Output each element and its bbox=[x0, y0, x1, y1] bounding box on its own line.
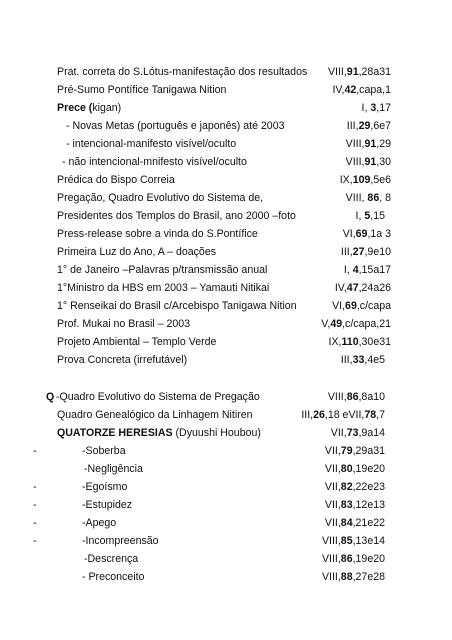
index-entry bbox=[0, 85, 452, 100]
entry-reference bbox=[346, 157, 391, 168]
index-entry bbox=[0, 193, 452, 208]
list-dash: - bbox=[33, 535, 37, 547]
ref-issue: 88 bbox=[340, 571, 353, 583]
entry-title: 1° Renseikai do Brasil c/Arcebispo Tanigawa Nition bbox=[57, 300, 297, 312]
ref-pages: ,12e13 bbox=[352, 499, 385, 511]
entry-title: Projeto Ambiental – Templo Verde bbox=[57, 336, 217, 348]
ref-issue: 47 bbox=[346, 282, 359, 294]
ref-pages: ,9a14 bbox=[358, 427, 385, 439]
index-entry bbox=[0, 211, 452, 226]
entry-reference bbox=[325, 464, 385, 475]
ref-volume: VII, bbox=[324, 463, 341, 475]
entry-reference bbox=[344, 265, 391, 276]
ref-volume: VIII, bbox=[327, 391, 347, 403]
ref-pages: ,19e20 bbox=[352, 553, 385, 565]
ref-issue: 86 bbox=[340, 553, 353, 565]
entry-reference bbox=[331, 428, 385, 439]
ref-pages: ,c/capa,21 bbox=[342, 318, 391, 330]
index-entry bbox=[0, 392, 452, 407]
ref-issue: 78 bbox=[364, 409, 377, 421]
ref-volume: VII, bbox=[324, 499, 341, 511]
entry-reference bbox=[343, 229, 391, 240]
ref-issue: 80 bbox=[340, 463, 353, 475]
entry-reference bbox=[346, 193, 391, 204]
ref-volume: VIII, bbox=[327, 66, 347, 78]
index-entry bbox=[0, 446, 452, 461]
entry-title: Pregação, Quadro Evolutivo do Sistema de, bbox=[57, 192, 264, 204]
entry-title: Presidentes dos Templos do Brasil, ano 2000 –foto bbox=[57, 210, 296, 222]
entry-title: -Incompreensão bbox=[82, 535, 159, 547]
ref-pages: ,18 eVII, bbox=[324, 409, 365, 421]
entry-reference bbox=[322, 554, 385, 565]
ref-volume: VIII, bbox=[321, 571, 341, 583]
ref-pages: ,15 bbox=[370, 210, 385, 222]
index-entry bbox=[0, 464, 452, 479]
ref-issue: 4 bbox=[352, 264, 359, 276]
ref-pages: ,22e23 bbox=[352, 481, 385, 493]
entry-reference bbox=[328, 67, 391, 78]
ref-volume: I, bbox=[355, 210, 365, 222]
entry-reference bbox=[356, 211, 385, 222]
ref-pages: ,29 bbox=[376, 138, 391, 150]
index-entry bbox=[0, 121, 452, 136]
ref-issue: 91 bbox=[364, 138, 377, 150]
ref-pages: ,30e31 bbox=[358, 336, 391, 348]
entry-title: - Preconceito bbox=[82, 571, 145, 583]
entry-reference bbox=[341, 355, 385, 366]
index-entry bbox=[0, 139, 452, 154]
ref-volume: VII, bbox=[330, 427, 347, 439]
ref-issue: 86 bbox=[367, 192, 380, 204]
index-entry bbox=[0, 175, 452, 190]
entry-reference bbox=[340, 175, 391, 186]
entry-title: -Apego bbox=[82, 517, 117, 529]
ref-pages: ,17 bbox=[376, 102, 391, 114]
entry-title: -Soberba bbox=[82, 445, 126, 457]
entry-title-bold: QUATORZE HERESIAS bbox=[57, 427, 173, 439]
entry-title: 1° de Janeiro –Palavras p/transmissão anual bbox=[57, 264, 268, 276]
list-dash: - bbox=[33, 445, 37, 457]
ref-volume: VII, bbox=[324, 517, 341, 529]
ref-volume: III, bbox=[340, 354, 353, 366]
index-entry bbox=[0, 355, 452, 370]
ref-volume: IX, bbox=[328, 336, 342, 348]
ref-pages: ,9e10 bbox=[364, 246, 391, 258]
entry-title: Prédica do Bispo Correia bbox=[57, 174, 175, 186]
index-entry bbox=[0, 265, 452, 280]
ref-issue: 91 bbox=[364, 156, 377, 168]
entry-reference bbox=[328, 392, 385, 403]
ref-volume: I, bbox=[343, 264, 353, 276]
ref-issue: 85 bbox=[340, 535, 353, 547]
ref-issue: 69 bbox=[345, 300, 357, 312]
ref-volume: IV, bbox=[334, 282, 347, 294]
entry-reference bbox=[329, 337, 391, 348]
entry-title: -Quadro Evolutivo do Sistema de Pregação bbox=[56, 391, 260, 403]
ref-pages: ,27e28 bbox=[352, 571, 385, 583]
ref-pages: ,29a31 bbox=[352, 445, 385, 457]
ref-pages: ,24a26 bbox=[358, 282, 391, 294]
entry-title: - Novas Metas (português e japonês) até 2003 bbox=[66, 120, 285, 132]
index-entry bbox=[0, 67, 452, 82]
entry-title: -Descrença bbox=[84, 553, 139, 565]
ref-pages: ,30 bbox=[376, 156, 391, 168]
index-entry bbox=[0, 337, 452, 352]
entry-reference bbox=[322, 572, 385, 583]
index-entry bbox=[0, 229, 452, 244]
ref-issue: 3 bbox=[370, 102, 377, 114]
entry-title bbox=[57, 103, 121, 114]
index-entry bbox=[0, 301, 452, 316]
entry-reference bbox=[325, 500, 385, 511]
ref-issue: 42 bbox=[344, 84, 357, 96]
ref-issue: 5 bbox=[364, 210, 371, 222]
ref-issue: 33 bbox=[352, 354, 365, 366]
index-entry bbox=[0, 103, 452, 118]
ref-volume: III, bbox=[301, 409, 314, 421]
ref-volume: VIII, bbox=[345, 156, 365, 168]
ref-issue: 82 bbox=[340, 481, 353, 493]
index-entry bbox=[0, 500, 452, 515]
ref-issue: 86 bbox=[346, 391, 359, 403]
ref-pages: ,13e14 bbox=[352, 535, 385, 547]
ref-volume: I, bbox=[361, 102, 371, 114]
ref-issue: 110 bbox=[341, 336, 359, 348]
ref-volume: III, bbox=[346, 120, 359, 132]
list-dash: - bbox=[33, 499, 37, 511]
list-dash: - bbox=[33, 517, 37, 529]
index-entry bbox=[0, 482, 452, 497]
entry-title-rest: (Dyuushi Houbou) bbox=[172, 427, 261, 439]
ref-volume: VI, bbox=[332, 300, 346, 312]
list-dash: - bbox=[33, 481, 37, 493]
entry-title: Prova Concreta (irrefutável) bbox=[57, 354, 188, 366]
ref-volume: VIII, bbox=[321, 535, 341, 547]
index-entry bbox=[0, 572, 452, 587]
ref-pages: ,capa,1 bbox=[356, 84, 391, 96]
entry-title: -Egoísmo bbox=[82, 481, 128, 493]
ref-pages: ,c/capa bbox=[356, 300, 391, 312]
entry-reference bbox=[325, 518, 385, 529]
index-entry bbox=[0, 283, 452, 298]
entry-reference bbox=[325, 446, 385, 457]
entry-reference bbox=[332, 301, 391, 312]
ref-pages: ,15a17 bbox=[358, 264, 391, 276]
ref-issue: 109 bbox=[352, 174, 371, 186]
entry-title: - intencional-manifesto visível/oculto bbox=[66, 138, 237, 150]
entry-title: Prof. Mukai no Brasil – 2003 bbox=[57, 318, 191, 330]
ref-pages: ,4e5 bbox=[364, 354, 385, 366]
entry-reference bbox=[362, 103, 391, 114]
entry-title: 1°Ministro da HBS em 2003 – Yamauti Nitikai bbox=[57, 282, 270, 294]
ref-pages: ,6e7 bbox=[370, 120, 391, 132]
ref-volume: VI, bbox=[342, 228, 356, 240]
entry-reference bbox=[332, 85, 391, 96]
index-entry bbox=[0, 410, 452, 425]
ref-issue: 79 bbox=[340, 445, 353, 457]
entry-reference bbox=[325, 482, 385, 493]
ref-volume: V, bbox=[321, 318, 331, 330]
entry-reference bbox=[321, 319, 391, 330]
ref-pages: ,5e6 bbox=[370, 174, 391, 186]
entry-reference bbox=[335, 283, 391, 294]
entry-title: Quadro Genealógico da Linhagem Nitiren bbox=[57, 409, 253, 421]
ref-issue: 91 bbox=[346, 66, 359, 78]
ref-issue: 49 bbox=[330, 318, 343, 330]
ref-volume: VII, bbox=[324, 445, 341, 457]
entry-title bbox=[57, 428, 261, 439]
index-entry bbox=[0, 157, 452, 172]
entry-title-bold: Prece ( bbox=[57, 102, 93, 114]
index-entry bbox=[0, 428, 452, 443]
ref-issue: 29 bbox=[358, 120, 371, 132]
ref-pages: ,1a 3 bbox=[367, 228, 391, 240]
ref-issue: 83 bbox=[340, 499, 353, 511]
ref-issue: 26 bbox=[313, 409, 325, 421]
entry-title: - não intencional-mnifesto visível/oculto bbox=[62, 156, 247, 168]
ref-pages: ,28a31 bbox=[358, 66, 391, 78]
ref-pages: , 8 bbox=[379, 192, 391, 204]
section-letter: Q bbox=[46, 391, 55, 403]
ref-pages: ,7 bbox=[376, 409, 385, 421]
entry-title: -Estupidez bbox=[82, 499, 133, 511]
entry-reference bbox=[347, 121, 391, 132]
entry-reference bbox=[346, 139, 391, 150]
entry-title: Prat. correta do S.Lótus-manifestação dos resultados bbox=[57, 66, 308, 78]
ref-volume: III, bbox=[340, 246, 353, 258]
ref-volume: VII, bbox=[324, 481, 341, 493]
index-entry bbox=[0, 319, 452, 334]
ref-volume: IV, bbox=[332, 84, 345, 96]
ref-volume: VIII, bbox=[345, 192, 368, 204]
ref-pages: ,19e20 bbox=[352, 463, 385, 475]
entry-reference bbox=[322, 536, 385, 547]
ref-issue: 27 bbox=[352, 246, 365, 258]
entry-title-rest: kigan) bbox=[92, 102, 122, 114]
ref-pages: ,8a10 bbox=[358, 391, 385, 403]
entry-title: -Negligência bbox=[84, 463, 143, 475]
entry-reference bbox=[301, 410, 385, 421]
entry-title: Pré-Sumo Pontífice Tanigawa Nition bbox=[57, 84, 227, 96]
ref-volume: VIII, bbox=[321, 553, 341, 565]
entry-reference bbox=[341, 247, 391, 258]
ref-issue: 73 bbox=[346, 427, 359, 439]
index-entry bbox=[0, 554, 452, 569]
ref-volume: IX, bbox=[339, 174, 353, 186]
entry-title: Press-release sobre a vinda do S.Pontífice bbox=[57, 228, 258, 240]
ref-issue: 69 bbox=[355, 228, 368, 240]
index-entry bbox=[0, 247, 452, 262]
index-entry bbox=[0, 536, 452, 551]
ref-volume: VIII, bbox=[345, 138, 365, 150]
index-entry bbox=[0, 518, 452, 533]
ref-issue: 84 bbox=[340, 517, 353, 529]
ref-pages: ,21e22 bbox=[352, 517, 385, 529]
entry-title: Primeira Luz do Ano, A – doações bbox=[57, 246, 217, 258]
